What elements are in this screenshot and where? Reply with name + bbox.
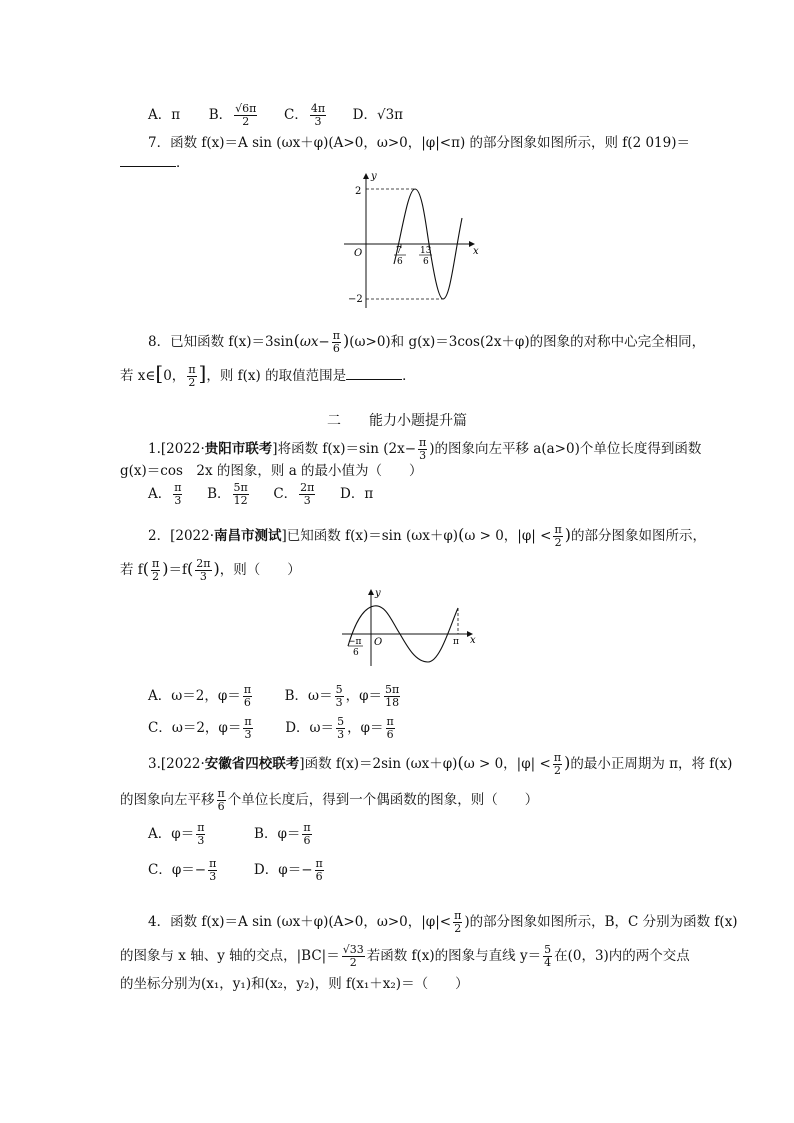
q7-text: 7．函数 f(x)＝A sin (ωx＋φ)(A>0，ω>0，|φ|<π) 的部分图象如图所示，则 f(2 019)＝ bbox=[148, 135, 690, 151]
q3-option-a: A．φ＝ $\frac{\pi}{3}$ bbox=[148, 821, 205, 847]
q8-line-2: 若 x∈[0， $\frac{\pi}{2}$ ]，则 f(x) 的取值范围是 ． bbox=[120, 361, 416, 389]
q8-line-1: 8．已知函数 f(x)＝3sin(ωx− $\frac{\pi}{6}$ )(ω>0)和 g(x)＝3cos(2x＋φ)的图象的对称中心完全相同， bbox=[148, 329, 706, 355]
graph2-x-label: x bbox=[470, 635, 476, 646]
q2-options-row-2 bbox=[148, 716, 397, 741]
q6-option-c: C． bbox=[283, 107, 308, 123]
graph1-y-min: −2 bbox=[348, 294, 363, 305]
q7-blank[interactable] bbox=[120, 154, 176, 167]
q3-option-d: D．φ＝− $\frac{\pi}{6}$ bbox=[253, 857, 323, 883]
q6-option-d: D．√3π bbox=[352, 107, 404, 123]
q2-line-1: 2．[2022·南昌市测试]已知函数 f(x)＝sin (ωx＋φ)(ω > 0，|φ| < $\frac{\pi}{2}$ )的部分图象如图所示， bbox=[148, 523, 706, 549]
q6-option-b-frac: $\frac{√6\pi}{2}$ bbox=[235, 102, 257, 128]
graph2-pi-label: π bbox=[453, 637, 459, 647]
graph2-origin: O bbox=[374, 637, 383, 648]
q1-options bbox=[148, 482, 373, 507]
q3-option-b: B．φ＝ $\frac{\pi}{6}$ bbox=[254, 821, 311, 847]
graph2-y-label: y bbox=[375, 588, 381, 599]
q6-option-a: A．π bbox=[148, 107, 181, 123]
q1-line-2: g(x)＝cos 2x 的图象，则 a 的最小值为（ ） bbox=[120, 463, 423, 479]
q6-option-c-frac: $\frac{4\pi}{3}$ bbox=[310, 102, 326, 128]
graph-2 bbox=[340, 586, 480, 668]
q6-options bbox=[148, 103, 403, 128]
graph-1 bbox=[336, 168, 486, 313]
q7-answer-line bbox=[120, 154, 190, 172]
q6-option-b: B． bbox=[208, 107, 233, 123]
graph1-y-label: y bbox=[371, 171, 377, 182]
q2-options-row-1 bbox=[148, 684, 402, 709]
graph2-neg-num: −π bbox=[348, 637, 362, 647]
q4-line-3: 的坐标分别为(x₁，y₁)和(x₂，y₂)，则 f(x₁＋x₂)＝（ ） bbox=[120, 976, 469, 992]
q3-option-c: C．φ＝− $\frac{\pi}{3}$ bbox=[148, 857, 217, 883]
q7-tail: ． bbox=[176, 155, 190, 171]
q3-options-row-1 bbox=[148, 822, 314, 847]
q3-line-2: 的图象向左平移 $\frac{\pi}{6}$ 个单位长度后，得到一个偶函数的图象，则（ ） bbox=[120, 787, 539, 813]
q1-option-c: C． $\frac{2\pi}{3}$ bbox=[273, 481, 315, 507]
q2-option-d: D．ω＝ $\frac{5}{3}$ ，φ＝ $\frac{\pi}{6}$ bbox=[285, 715, 394, 741]
q2-line-2: 若 f( $\frac{\pi}{2}$ )＝f( $\frac{2\pi}{3}$ )，则（ ） bbox=[120, 557, 301, 583]
graph1-tick2-den: 6 bbox=[423, 257, 429, 267]
graph1-tick1-den: 6 bbox=[397, 257, 403, 267]
section-title: 二 能力小题提升篇 bbox=[327, 412, 467, 428]
q2-option-c: C．ω＝2，φ＝ $\frac{\pi}{3}$ bbox=[148, 715, 252, 741]
q8-blank[interactable] bbox=[346, 367, 402, 380]
q1-option-d: D．π bbox=[340, 486, 374, 502]
q4-line-1: 4．函数 f(x)＝A sin (ωx＋φ)(A>0，ω>0，|φ|< $\frac{\pi}{2}$ )的部分图象如图所示，B，C 分别为函数 f(x) bbox=[148, 909, 738, 935]
q1-option-a: A． $\frac{\pi}{3}$ bbox=[148, 481, 182, 507]
q3-options-row-2 bbox=[148, 858, 326, 883]
q2-option-a: A．ω＝2，φ＝ $\frac{\pi}{6}$ bbox=[148, 683, 252, 709]
graph1-tick2-num: 13 bbox=[420, 246, 432, 256]
graph2-neg-den: 6 bbox=[353, 648, 359, 658]
graph1-x-label: x bbox=[473, 246, 479, 257]
q2-option-b: B．ω＝ $\frac{5}{3}$ ，φ＝ $\frac{5\pi}{18}$ bbox=[284, 683, 400, 709]
graph1-origin: O bbox=[354, 248, 363, 259]
q1-option-b: B． $\frac{5\pi}{12}$ bbox=[207, 481, 248, 507]
graph1-y-max: 2 bbox=[355, 186, 362, 197]
q3-line-1: 3.[2022·安徽省四校联考]函数 f(x)＝2sin (ωx＋φ)(ω > 0，|φ| < $\frac{\pi}{2}$ )的最小正周期为 π，将 f(x) bbox=[148, 751, 733, 777]
graph1-tick1-num: 7 bbox=[396, 246, 402, 256]
q4-line-2: 的图象与 x 轴、y 轴的交点，|BC|＝ $\frac{√33}{2}$ 若函数 f(x)的图象与直线 y＝ $\frac{5}{4}$ 在(0，3)内的两个交点 bbox=[120, 943, 690, 969]
q1-line-1: 1.[2022·贵阳市联考]将函数 f(x)＝sin (2x− $\frac{\pi}{3}$ )的图象向左平移 a(a>0)个单位长度得到函数 bbox=[148, 436, 702, 462]
